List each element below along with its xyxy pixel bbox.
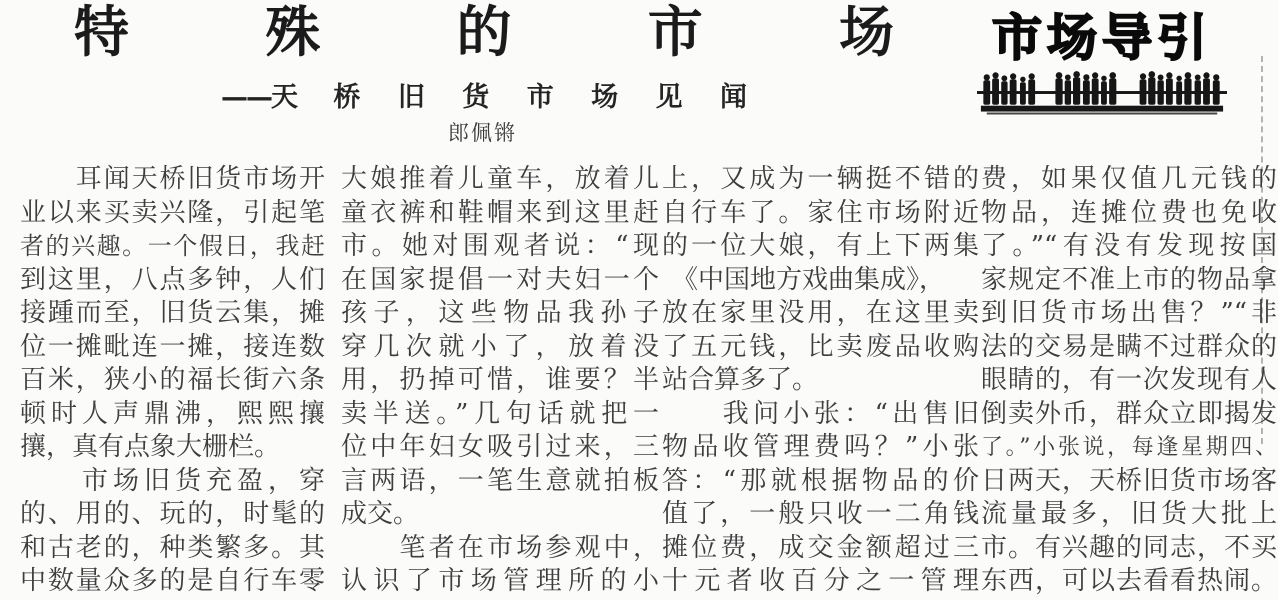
article-line: 业以来买卖兴隆，引起笔	[20, 197, 325, 228]
article-line: 童衣裤和鞋帽来到这里赶	[341, 197, 659, 228]
article-line: 到旧货市场出售？”“非	[981, 298, 1277, 328]
article-line: 值了，一般只收一二角钱	[662, 499, 979, 529]
article-line: 到这里，八点多钟，人们	[20, 264, 325, 295]
masthead-title: 市场导引	[992, 9, 1212, 67]
article-line: 物品，连摊位费也免收	[981, 197, 1277, 228]
subtitle-part: 闻	[719, 81, 747, 113]
article-line: 成交。	[341, 499, 420, 529]
title-char: 特	[74, 0, 130, 64]
article-line: 上，又成为一辆挺不错的	[662, 164, 979, 194]
article-line: 攘，真有点象大栅栏。	[20, 432, 281, 462]
article-line: 中数量众多的是自行车零	[20, 566, 325, 596]
article-line: 百米，狭小的福长街六条	[20, 365, 325, 395]
article-column-2	[341, 163, 659, 599]
article-line: 了。”小张说，每逢星期四、	[981, 435, 1277, 460]
article-line: 言两语，一笔生意就拍板	[341, 465, 659, 496]
article-line: 卖半送。”几句话就把一	[341, 398, 659, 429]
article-line: 大娘推着儿童车，放着儿	[341, 164, 659, 194]
article-line: 者的兴趣。一个假日，我赶	[20, 232, 325, 260]
article-line: 笔者在市场参观中，	[341, 532, 659, 563]
subtitle-part: ——天	[221, 81, 296, 113]
article-column-3	[662, 163, 979, 599]
title-char: 殊	[265, 0, 321, 64]
article-line: 耳闻天桥旧货市场开	[20, 164, 325, 194]
subtitle-part: 桥	[333, 81, 361, 113]
title-char: 的	[456, 0, 512, 64]
article-line: 位中年妇女吸引过来，三	[341, 432, 659, 462]
article-title	[74, 0, 894, 64]
section-masthead	[976, 8, 1228, 118]
title-char: 市	[647, 0, 703, 64]
article-line: 摊位费，成交金额超过三	[662, 532, 979, 563]
article-author: 郎佩锵	[448, 121, 517, 145]
article-line: 费，如果仅值几元钱的	[981, 164, 1277, 194]
article-line: 市。有兴趣的同志，不买	[981, 532, 1277, 563]
article-line: 位一摊毗连一摊，接连数	[20, 331, 325, 362]
article-line: 了。”“有没有发现按国	[981, 231, 1277, 261]
article-line: 在国家提倡一对夫妇一个	[341, 264, 659, 295]
article-line: 倒卖外币，群众立即揭发	[981, 398, 1277, 429]
article-line: 和古老的，种类繁多。其	[20, 532, 325, 563]
article-line: 穿几次就小了，放着没	[341, 331, 659, 362]
title-char: 场	[838, 0, 894, 64]
article-line: 孩子，这些物品我孙子	[341, 298, 659, 328]
article-subtitle	[221, 79, 747, 113]
subtitle-part: 市	[526, 81, 554, 113]
article-line: 的一位大娘，有上下两集	[662, 231, 979, 261]
article-line: 接踵而至，旧货云集，摊	[20, 298, 325, 328]
article-line: 了五元钱，比卖废品收购	[662, 331, 979, 362]
crowd-group	[1055, 71, 1116, 105]
article-line: 用，扔掉可惜，谁要？半	[341, 365, 659, 395]
article-line: 流量最多，旧货大批上	[981, 499, 1277, 529]
article-column-1	[20, 163, 325, 599]
article-line: 的、用的、玩的，时髦的	[20, 499, 325, 529]
article-line: 自行车了。家住市场附近	[662, 197, 979, 228]
article-line: 站合算多了。	[662, 365, 819, 395]
article-line: 法的交易是瞒不过群众的	[981, 331, 1277, 362]
article-line: 市场旧货充盈，穿	[20, 465, 325, 496]
subtitle-part: 场	[591, 81, 619, 113]
article-line: 眼睛的，有一次发现有人	[981, 365, 1277, 395]
article-line: 市。她对围观者说：“现	[341, 231, 659, 261]
article-line: 放在家里没用，在这里卖	[662, 298, 979, 328]
article-line: 认识了市场管理所的小	[341, 566, 659, 596]
article-column-4	[981, 163, 1277, 599]
subtitle-part: 货	[462, 81, 490, 113]
article-line: 答：“那就根据物品的价	[662, 465, 979, 496]
crowd-group	[1140, 71, 1220, 105]
subtitle-part: 见	[655, 81, 683, 113]
article-line: 东西，可以去看看热闹。	[981, 566, 1277, 596]
article-line: 我问小张：“出售旧	[662, 398, 979, 429]
crowd-group	[983, 72, 1035, 104]
article-line: 物品收管理费吗？”小张	[662, 432, 979, 462]
article-line: 家规定不准上市的物品拿	[981, 264, 1277, 295]
market-crowd-illustration	[977, 68, 1227, 118]
article-line: 十元者收百分之一管理	[662, 566, 979, 596]
article-line: 顿时人声鼎沸，熙熙攘	[20, 398, 325, 429]
article-line: 日两天，天桥旧货市场客	[981, 465, 1277, 496]
subtitle-part: 旧	[397, 81, 425, 113]
article-line: 《中国地方戏曲集成》，	[672, 264, 946, 295]
